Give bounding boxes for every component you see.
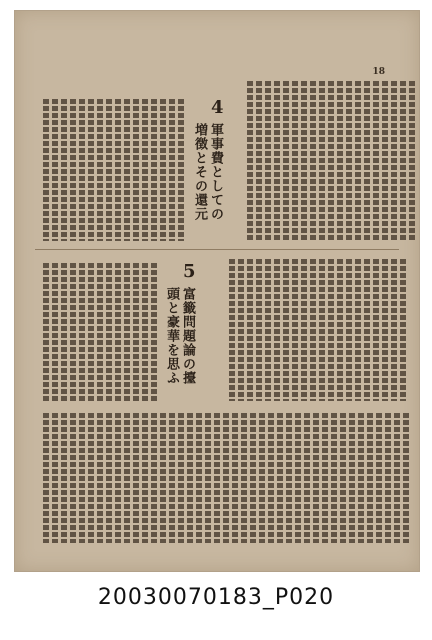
section-divider bbox=[35, 249, 399, 250]
archive-caption: 20030070183_P020 bbox=[97, 585, 335, 610]
document-page bbox=[14, 10, 420, 572]
body-text-bottom-left bbox=[43, 263, 157, 401]
section-4-heading-line-1: 軍事費としての bbox=[208, 123, 223, 221]
section-5-number: 5 bbox=[183, 261, 196, 282]
section-5-heading bbox=[163, 287, 195, 397]
section-5-heading-line-1: 富籤問題論の擡 bbox=[180, 287, 195, 385]
body-text-top-left bbox=[43, 99, 184, 241]
section-5-heading-line-2: 頭と豪華を思ふ bbox=[164, 287, 179, 385]
body-text-bottom-right bbox=[229, 259, 406, 401]
section-4-heading-line-2: 増徴とその還元 bbox=[192, 123, 207, 221]
body-text-top-right bbox=[247, 81, 415, 241]
section-4-number: 4 bbox=[211, 97, 224, 118]
body-text-bottom-band bbox=[43, 413, 409, 543]
page-number: 18 bbox=[372, 67, 385, 77]
section-4-heading bbox=[191, 123, 223, 233]
